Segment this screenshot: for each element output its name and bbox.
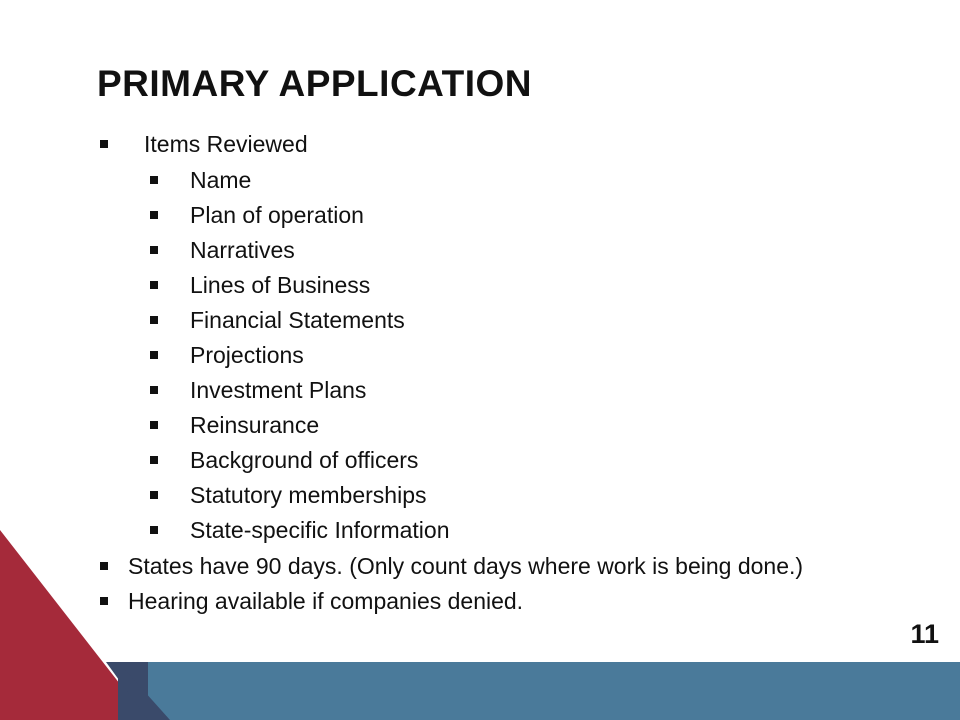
list-item-label: States have 90 days. (Only count days where work is being done.): [128, 553, 804, 579]
sub-list-item: [150, 271, 370, 299]
square-bullet-icon: [150, 211, 158, 219]
sub-list-item-label: Background of officers: [190, 447, 419, 473]
square-bullet-icon: [150, 386, 158, 394]
sub-list-item: [150, 516, 450, 544]
square-bullet-icon: [100, 562, 108, 570]
square-bullet-icon: [150, 491, 158, 499]
sub-list-item: [150, 411, 319, 439]
sub-list-item-label: Name: [190, 167, 252, 193]
square-bullet-icon: [150, 176, 158, 184]
sub-list-item: [150, 201, 364, 229]
square-bullet-icon: [150, 456, 158, 464]
square-bullet-icon: [150, 281, 158, 289]
sub-list-item-label: Reinsurance: [190, 412, 320, 438]
sub-list-item-label: Lines of Business: [190, 272, 371, 298]
blue-footer-band: [118, 662, 960, 720]
sub-list-item: [150, 306, 405, 334]
square-bullet-icon: [150, 351, 158, 359]
sub-list-item: [150, 236, 295, 264]
list-item-items-reviewed: [100, 130, 308, 158]
square-bullet-icon: [150, 526, 158, 534]
sub-list-item-label: State-specific Information: [190, 517, 450, 543]
sub-list-item-label: Plan of operation: [190, 202, 364, 228]
page-number: 11: [910, 619, 939, 649]
square-bullet-icon: [150, 421, 158, 429]
sub-list-item: [150, 446, 418, 474]
list-item-label: Hearing available if companies denied.: [128, 588, 524, 614]
sub-list-item-label: Investment Plans: [190, 377, 367, 403]
square-bullet-icon: [100, 597, 108, 605]
sub-list-item: [150, 341, 304, 369]
sub-list-item: [150, 481, 426, 509]
sub-list-item-label: Financial Statements: [190, 307, 405, 333]
sub-list-item-label: Statutory memberships: [190, 482, 427, 508]
slide-title: PRIMARY APPLICATION: [97, 63, 533, 104]
square-bullet-icon: [100, 140, 108, 148]
square-bullet-icon: [150, 316, 158, 324]
list-item-label: Items Reviewed: [144, 131, 308, 157]
sub-list-item: [150, 166, 251, 194]
list-item: [100, 587, 523, 615]
sub-list-item-label: Projections: [190, 342, 304, 368]
sub-list-item-label: Narratives: [190, 237, 295, 263]
sub-list-item: [150, 376, 366, 404]
list-item: [100, 552, 803, 580]
square-bullet-icon: [150, 246, 158, 254]
